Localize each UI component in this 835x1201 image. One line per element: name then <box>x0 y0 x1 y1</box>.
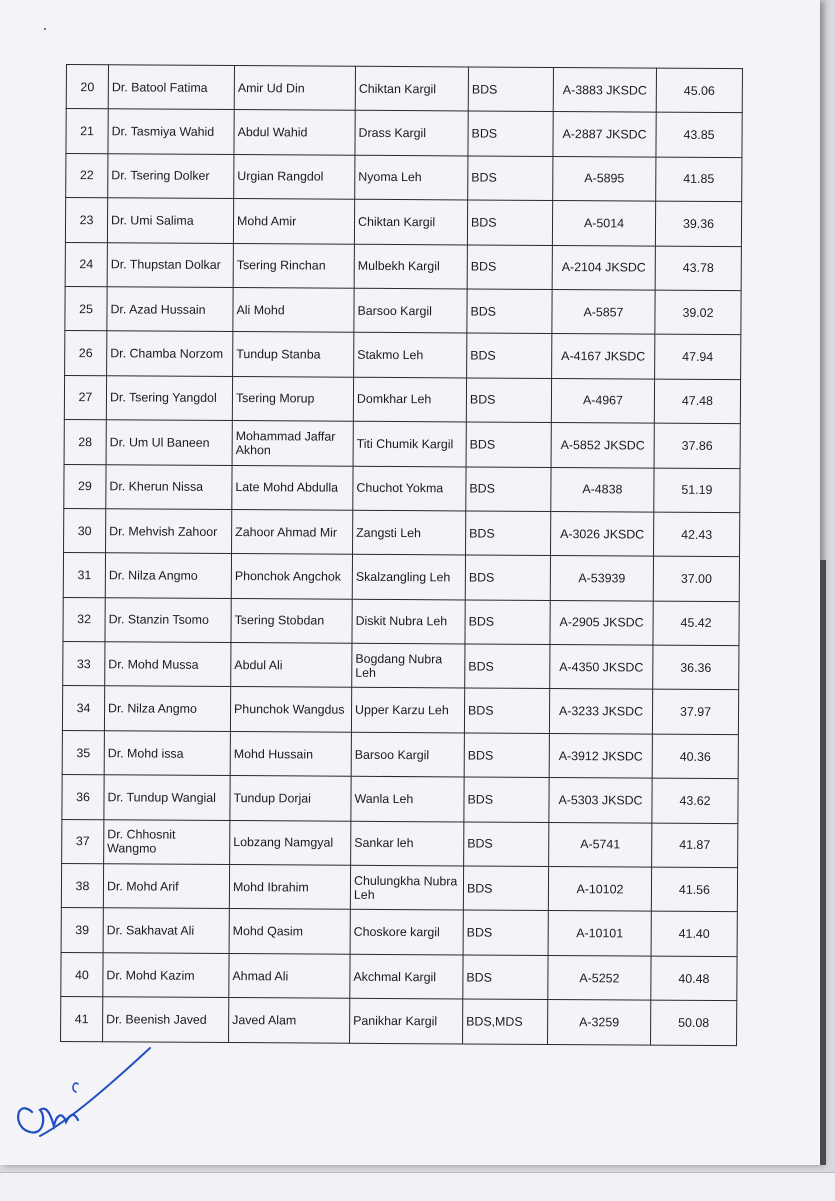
score-cell: 37.86 <box>654 423 740 468</box>
score-cell: 37.00 <box>653 556 739 601</box>
registration-number-cell: A-5741 <box>549 822 652 867</box>
serial-number-cell: 20 <box>66 65 108 110</box>
registration-number-cell: A-53939 <box>550 556 653 601</box>
address-cell: Sankar leh <box>351 821 464 866</box>
qualification-cell: BDS <box>468 111 553 156</box>
score-cell: 45.06 <box>656 68 742 113</box>
score-cell: 39.36 <box>655 201 741 246</box>
table-row <box>64 375 740 424</box>
address-cell: Drass Kargil <box>355 111 468 156</box>
qualification-cell: BDS <box>465 600 550 645</box>
registration-number-cell: A-10102 <box>548 866 651 911</box>
address-cell: Chulungkha Nubra Leh <box>350 865 463 910</box>
address-cell: Choskore kargil <box>350 910 463 955</box>
address-cell: Upper Karzu Leh <box>351 688 464 733</box>
registration-number-cell: A-10101 <box>548 911 651 956</box>
registration-number-cell: A-5014 <box>552 201 655 246</box>
table-row <box>66 153 742 202</box>
serial-number-cell: 38 <box>61 864 103 909</box>
candidate-name-cell: Dr. Beenish Javed <box>103 997 229 1042</box>
score-cell: 41.87 <box>652 823 738 868</box>
candidate-name-cell: Dr. Chhosnit Wangmo <box>104 819 230 864</box>
serial-number-cell: 34 <box>62 686 104 731</box>
candidate-name-cell: Dr. Nilza Angmo <box>105 553 231 598</box>
table-row <box>65 286 741 335</box>
qualification-cell: BDS <box>468 67 553 112</box>
address-cell: Domkhar Leh <box>353 377 466 422</box>
address-cell: Titi Chumik Kargil <box>353 421 466 466</box>
registration-number-cell: A-3026 JKSDC <box>551 511 654 556</box>
registration-number-cell: A-4167 JKSDC <box>552 334 655 379</box>
next-page-edge <box>0 1172 835 1201</box>
qualification-cell: BDS <box>463 866 548 911</box>
candidate-name-cell: Dr. Nilza Angmo <box>104 686 230 731</box>
qualification-cell: BDS <box>464 822 549 867</box>
score-cell: 36.36 <box>653 645 739 690</box>
address-cell: Panikhar Kargil <box>350 998 463 1043</box>
candidate-name-cell: Dr. Stanzin Tsomo <box>105 597 231 642</box>
qualification-cell: BDS <box>465 644 550 689</box>
serial-number-cell: 27 <box>64 375 106 420</box>
address-cell: Diskit Nubra Leh <box>352 599 465 644</box>
serial-number-cell: 39 <box>61 908 103 953</box>
candidate-name-cell: Dr. Tsering Dolker <box>108 154 234 199</box>
candidate-table <box>60 64 743 1046</box>
table-row <box>65 198 741 247</box>
score-cell: 41.56 <box>651 867 737 912</box>
qualification-cell: BDS <box>466 378 551 423</box>
table-row <box>61 864 737 913</box>
parent-name-cell: Tundup Stanba <box>233 332 354 377</box>
parent-name-cell: Mohd Qasim <box>229 909 350 954</box>
table-row <box>66 109 742 158</box>
scan-speck <box>44 28 46 30</box>
address-cell: Chiktan Kargil <box>355 66 468 111</box>
score-cell: 43.78 <box>655 246 741 291</box>
registration-number-cell: A-5252 <box>548 955 651 1000</box>
table-row <box>62 730 738 779</box>
table-row <box>64 508 740 557</box>
qualification-cell: BDS <box>468 156 553 201</box>
address-cell: Bogdang Nubra Leh <box>352 643 465 688</box>
score-cell: 47.94 <box>655 334 741 379</box>
table-row <box>64 464 740 513</box>
address-cell: Mulbekh Kargil <box>354 244 467 289</box>
registration-number-cell: A-3259 <box>548 1000 651 1045</box>
registration-number-cell: A-5852 JKSDC <box>551 423 654 468</box>
candidate-name-cell: Dr. Mohd Mussa <box>105 642 231 687</box>
parent-name-cell: Tsering Stobdan <box>231 598 352 643</box>
candidate-rows <box>61 65 743 1046</box>
serial-number-cell: 24 <box>65 242 107 287</box>
qualification-cell: BDS <box>466 511 551 556</box>
serial-number-cell: 37 <box>62 819 104 864</box>
serial-number-cell: 23 <box>65 198 107 243</box>
table-row <box>64 420 740 469</box>
parent-name-cell: Mohd Amir <box>233 199 354 244</box>
qualification-cell: BDS <box>464 733 549 778</box>
candidate-name-cell: Dr. Kherun Nissa <box>106 464 232 509</box>
candidate-name-cell: Dr. Mohd Kazim <box>103 953 229 998</box>
table-row <box>65 331 741 380</box>
serial-number-cell: 40 <box>61 952 103 997</box>
address-cell: Wanla Leh <box>351 777 464 822</box>
candidate-name-cell: Dr. Mehvish Zahoor <box>106 509 232 554</box>
parent-name-cell: Javed Alam <box>229 998 350 1043</box>
parent-name-cell: Ali Mohd <box>233 287 354 332</box>
candidate-name-cell: Dr. Chamba Norzom <box>107 331 233 376</box>
parent-name-cell: Zahoor Ahmad Mir <box>232 509 353 554</box>
address-cell: Stakmo Leh <box>354 333 467 378</box>
table-row <box>66 65 742 114</box>
parent-name-cell: Late Mohd Abdulla <box>232 465 353 510</box>
qualification-cell: BDS <box>463 955 548 1000</box>
score-cell: 43.85 <box>656 112 742 157</box>
registration-number-cell: A-4967 <box>551 378 654 423</box>
serial-number-cell: 30 <box>64 508 106 553</box>
registration-number-cell: A-3883 JKSDC <box>553 67 656 112</box>
table-row <box>63 597 739 646</box>
score-cell: 43.62 <box>652 778 738 823</box>
parent-name-cell: Mohd Ibrahim <box>229 865 350 910</box>
score-cell: 51.19 <box>654 468 740 513</box>
parent-name-cell: Amir Ud Din <box>234 66 355 111</box>
table-row <box>63 553 739 602</box>
candidate-name-cell: Dr. Tsering Yangdol <box>106 375 232 420</box>
serial-number-cell: 28 <box>64 420 106 465</box>
parent-name-cell: Tsering Rinchan <box>233 243 354 288</box>
score-cell: 39.02 <box>655 290 741 335</box>
table-row <box>63 642 739 691</box>
registration-number-cell: A-5857 <box>552 289 655 334</box>
serial-number-cell: 33 <box>63 642 105 687</box>
serial-number-cell: 21 <box>66 109 108 154</box>
qualification-cell: BDS <box>467 200 552 245</box>
serial-number-cell: 41 <box>61 997 103 1042</box>
qualification-cell: BDS <box>465 555 550 600</box>
parent-name-cell: Urgian Rangdol <box>234 154 355 199</box>
parent-name-cell: Tsering Morup <box>232 376 353 421</box>
serial-number-cell: 22 <box>66 153 108 198</box>
address-cell: Skalzangling Leh <box>352 555 465 600</box>
score-cell: 50.08 <box>651 1000 737 1045</box>
candidate-name-cell: Dr. Sakhavat Ali <box>103 908 229 953</box>
parent-name-cell: Ahmad Ali <box>229 953 350 998</box>
address-cell: Zangsti Leh <box>353 510 466 555</box>
score-cell: 37.97 <box>652 690 738 735</box>
serial-number-cell: 32 <box>63 597 105 642</box>
candidate-name-cell: Dr. Tundup Wangial <box>104 775 230 820</box>
score-cell: 45.42 <box>653 601 739 646</box>
address-cell: Barsoo Kargil <box>351 732 464 777</box>
address-cell: Nyoma Leh <box>355 155 468 200</box>
page-edge-shadow <box>820 560 826 1165</box>
serial-number-cell: 35 <box>62 730 104 775</box>
registration-number-cell: A-5303 JKSDC <box>549 778 652 823</box>
table-row <box>61 908 737 957</box>
registration-number-cell: A-2905 JKSDC <box>550 600 653 645</box>
candidate-name-cell: Dr. Mohd Arif <box>103 864 229 909</box>
qualification-cell: BDS,MDS <box>463 999 548 1044</box>
score-cell: 41.85 <box>656 157 742 202</box>
registration-number-cell: A-4350 JKSDC <box>550 645 653 690</box>
qualification-cell: BDS <box>467 245 552 290</box>
candidate-name-cell: Dr. Um Ul Baneen <box>106 420 232 465</box>
registration-number-cell: A-5895 <box>553 156 656 201</box>
address-cell: Chiktan Kargil <box>354 199 467 244</box>
qualification-cell: BDS <box>464 777 549 822</box>
qualification-cell: BDS <box>467 333 552 378</box>
parent-name-cell: Abdul Ali <box>231 643 352 688</box>
score-cell: 42.43 <box>654 512 740 557</box>
serial-number-cell: 29 <box>64 464 106 509</box>
parent-name-cell: Mohammad Jaffar Akhon <box>232 421 353 466</box>
table-row <box>62 775 738 824</box>
parent-name-cell: Phunchok Wangdus <box>230 687 351 732</box>
table-row <box>65 242 741 291</box>
candidate-name-cell: Dr. Tasmiya Wahid <box>108 109 234 154</box>
table-row <box>61 952 737 1001</box>
parent-name-cell: Abdul Wahid <box>234 110 355 155</box>
parent-name-cell: Phonchok Angchok <box>231 554 352 599</box>
qualification-cell: BDS <box>466 422 551 467</box>
address-cell: Barsoo Kargil <box>354 288 467 333</box>
serial-number-cell: 26 <box>65 331 107 376</box>
registration-number-cell: A-2104 JKSDC <box>552 245 655 290</box>
registration-number-cell: A-3912 JKSDC <box>549 733 652 778</box>
score-cell: 40.36 <box>652 734 738 779</box>
address-cell: Akchmal Kargil <box>350 954 463 999</box>
qualification-cell: BDS <box>463 910 548 955</box>
serial-number-cell: 25 <box>65 286 107 331</box>
candidate-name-cell: Dr. Thupstan Dolkar <box>107 242 233 287</box>
table-row <box>62 686 738 735</box>
serial-number-cell: 31 <box>63 553 105 598</box>
candidate-name-cell: Dr. Azad Hussain <box>107 287 233 332</box>
candidate-name-cell: Dr. Mohd issa <box>104 731 230 776</box>
signature-icon <box>0 1040 200 1150</box>
address-cell: Chuchot Yokma <box>353 466 466 511</box>
score-cell: 40.48 <box>651 956 737 1001</box>
table-row <box>61 997 737 1046</box>
score-cell: 41.40 <box>651 912 737 957</box>
registration-number-cell: A-2887 JKSDC <box>553 112 656 157</box>
table-row <box>62 819 738 868</box>
registration-number-cell: A-4838 <box>551 467 654 512</box>
serial-number-cell: 36 <box>62 775 104 820</box>
qualification-cell: BDS <box>466 466 551 511</box>
qualification-cell: BDS <box>467 289 552 334</box>
qualification-cell: BDS <box>464 688 549 733</box>
candidate-name-cell: Dr. Umi Salima <box>107 198 233 243</box>
candidate-name-cell: Dr. Batool Fatima <box>108 65 234 110</box>
registration-number-cell: A-3233 JKSDC <box>549 689 652 734</box>
parent-name-cell: Tundup Dorjai <box>230 776 351 821</box>
parent-name-cell: Mohd Hussain <box>230 731 351 776</box>
score-cell: 47.48 <box>654 379 740 424</box>
parent-name-cell: Lobzang Namgyal <box>230 820 351 865</box>
